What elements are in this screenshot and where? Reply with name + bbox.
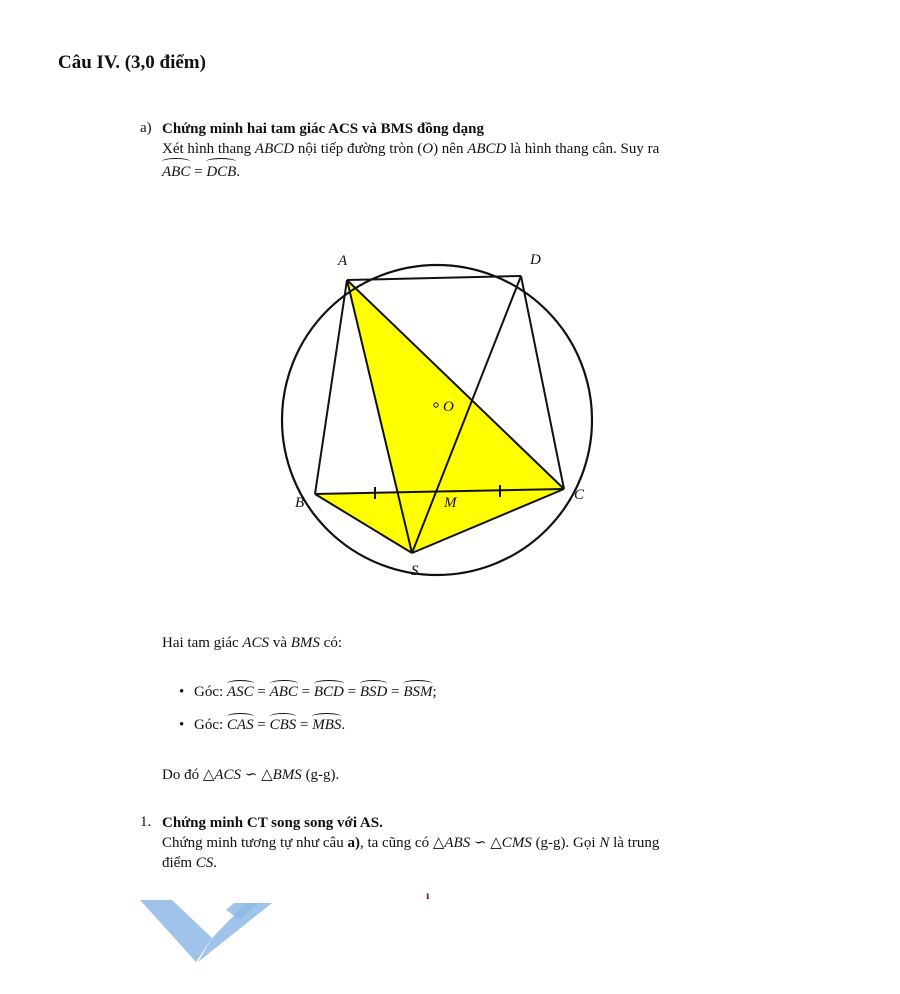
text: Chứng minh tương tự như câu <box>162 835 348 851</box>
part-1-marker: 1. <box>140 814 152 830</box>
text: . <box>341 717 346 733</box>
label-c: C <box>574 487 585 503</box>
label-b: B <box>295 495 305 511</box>
angle-arc: MBS <box>312 717 342 733</box>
bullet-item <box>179 717 346 734</box>
angle-arc: ABC <box>162 164 191 180</box>
part-a-marker: a) <box>140 120 152 136</box>
part-1-line2 <box>162 853 659 873</box>
math: △ABS ∽ △CMS <box>432 835 532 851</box>
math: BMS <box>290 635 320 651</box>
text: . <box>236 164 241 180</box>
math: ABCD <box>254 141 295 157</box>
text: (g-g). <box>301 767 340 783</box>
angle-arc: BCD <box>313 684 344 700</box>
text: ; <box>432 684 437 700</box>
bullet-dot: • <box>179 684 185 700</box>
math: △ACS ∽ △BMS <box>202 767 302 783</box>
watermark-shape <box>140 900 212 962</box>
page-heading: Câu IV. (3,0 điểm) <box>58 52 206 73</box>
figure-group <box>282 252 592 579</box>
angle-arc: CBS <box>269 717 297 733</box>
text: = <box>190 164 207 180</box>
statement-line <box>162 633 342 653</box>
math: N <box>599 835 610 851</box>
bullet-dot: • <box>179 717 185 733</box>
part-1-line1 <box>162 833 659 853</box>
text: = <box>296 717 313 733</box>
label-m: M <box>444 495 457 511</box>
text: là trung <box>609 835 660 851</box>
text: Hai tam giác <box>162 635 243 651</box>
part-a-title: Chứng minh hai tam giác ACS và BMS đồng dạng <box>162 121 484 137</box>
label-d: D <box>530 252 541 268</box>
text: = <box>387 684 404 700</box>
math: ACS <box>242 635 270 651</box>
text: , ta cũng có <box>359 835 433 851</box>
segment-ab <box>315 280 347 494</box>
text: điểm <box>162 855 196 871</box>
part-1-title: Chứng minh CT song song với AS. <box>162 815 383 831</box>
angle-arc: BSD <box>359 684 388 700</box>
text: Góc: <box>194 717 227 733</box>
text: = <box>253 684 270 700</box>
footer-mark: ı <box>426 888 430 902</box>
math: O <box>422 141 434 157</box>
label-o: O <box>443 399 454 415</box>
angle-arc: BSM <box>403 684 433 700</box>
text: Góc: <box>194 684 227 700</box>
text: = <box>297 684 314 700</box>
text: = <box>343 684 360 700</box>
label-s: S <box>411 563 419 579</box>
text: và <box>269 635 291 651</box>
text: có: <box>319 635 342 651</box>
math: CS <box>195 855 214 871</box>
angle-arc: CAS <box>226 717 254 733</box>
angle-arc: DCB <box>206 164 237 180</box>
text: nội tiếp đường tròn ( <box>294 141 423 157</box>
angle-arc: ASC <box>226 684 254 700</box>
text: là hình thang cân. Suy ra <box>506 141 660 157</box>
part-1-body <box>162 813 659 873</box>
text-bold: a) <box>347 835 360 851</box>
text: (g-g). Gọi <box>531 835 600 851</box>
conclusion-line <box>162 765 339 785</box>
label-a: A <box>338 253 348 269</box>
angle-arc: ABC <box>269 684 298 700</box>
text: = <box>253 717 270 733</box>
math: ABCD <box>467 141 507 157</box>
text: Do đó <box>162 767 203 783</box>
bullet-item <box>179 684 437 701</box>
text: ) nên <box>433 141 468 157</box>
text: . <box>213 855 218 871</box>
text: Xét hình thang <box>162 141 255 157</box>
